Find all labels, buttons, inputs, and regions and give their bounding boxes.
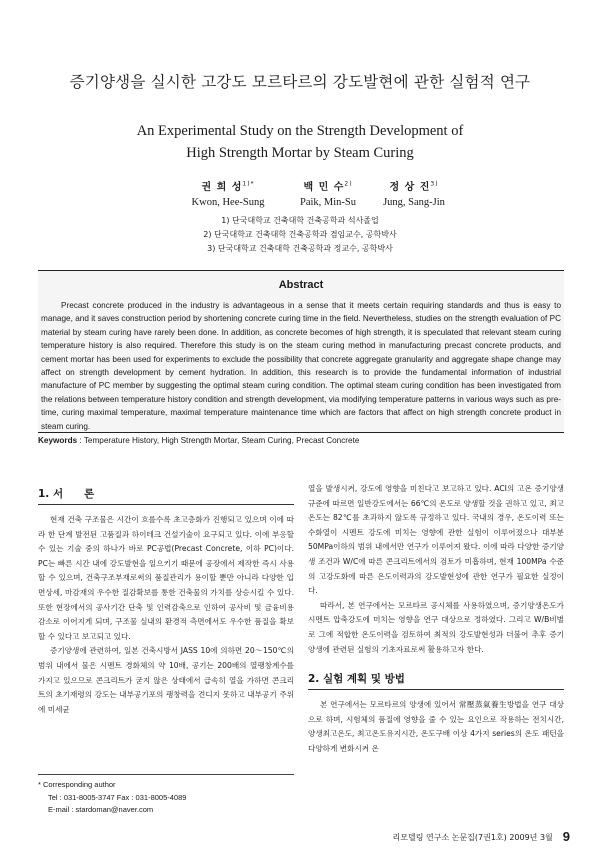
keywords [38, 436, 564, 445]
page-number: 9 [562, 829, 570, 844]
section-1-heading: 1. 서 론 [38, 486, 294, 505]
footnote-marker: * Corresponding author [38, 780, 116, 789]
section-1-paragraph-2: 증기양생에 관련하여, 일본 건축시방서 JASS 10에 의하면 20～150℃의 범위 내에서 물은 시멘트 경화체의 약 10배, 공기는 200배의 열팽창계수를 가지고 있으므로 콘크리트가 굳지 않은 상태에서 급속히 열을 가하면 콘크리트의 초기재령의 강도는 내부공기포의 팽창력을 견디지 못하고 내부공기 주위에 미세균 [38, 646, 294, 714]
section-1-paragraph-1: 현재 건축 구조물은 시간이 흐를수록 초고층화가 진행되고 있으며 이에 따라 한 단계 발전된 고품질과 하이테크 건설기술이 요구되고 있다. 이에 부응할 수 있는 기술 중의 하나가 바로 PC공법(Precast Concrete, 이하 PC)이다. PC는 빠른 시간 내에 강도발현을 일으키기 때문에 공장에서 제작한 즉시 사용할 수 있으며, 건축구조부재로써의 품질관리가 용이할 뿐만 아니라 다양한 입면상세, 마감재의 우수한 질감확보를 통한 건축물의 가치를 상승시킬 수 있다. 또한 현장에서의 공사기간 단축 및 인력감축으로 인하여 공사비 및 금융비용 감소로 이어지게 되며, 구조물 실내의 환경적 측면에서도 우수한 품질을 확보할 수 있다고 보고되고 있다. [38, 515, 294, 641]
section-2-heading: 2. 실험 계획 및 방법 [308, 671, 564, 690]
affiliation-1: 1) 단국대학교 건축대학 건축공학과 석사졸업 [221, 216, 379, 225]
paper-title-english [0, 120, 600, 164]
keywords-label: Keywords [38, 436, 78, 445]
affiliations [0, 214, 600, 256]
author-1-name-ko: 권 희 성 [201, 182, 243, 193]
abstract-section [38, 270, 564, 433]
keywords-text: : Temperature History, High Strength Mortar, Steam Curing, Precast Concrete [77, 436, 360, 445]
author-2-affil-mark: 2) [344, 180, 353, 188]
corresponding-author-footnote [38, 774, 294, 817]
paper-title-korean: 증기양생을 실시한 고강도 모르타르의 강도발현에 관한 실험적 연구 [69, 73, 531, 91]
author-3-affil-mark: 3) [430, 180, 439, 188]
author-1-affil-mark: 1)* [242, 180, 255, 188]
author-2-name-en: Paik, Min-Su [299, 197, 356, 208]
section-2-paragraph-1: 본 연구에서는 모르타르의 양생에 있어서 常壓蒸氣養生방법을 연구 대상으로 하며, 시험체의 품질에 영향을 줄 수 있는 요인으로 작용하는 전치시간, 양생최고온도, 최고온도유지시간, 온도구배 이상 4가지 series의 온도 패턴을 다양하게 변화시켜 온 [308, 700, 564, 753]
abstract-text: Precast concrete produced in the industry is advantageous in a sense that it meets certain requiring standards and thus is easy to manage, and it saves construction period by shortening concrete curing time in the field. Nevertheless, studies on the strength evaluation of PC material by steam curing have rarely been done. In addition, as concrete becomes of high strength, it is speculated that relevant steam curing temperature history is also required. Therefore this study is on the steam curing method in manufacturing precast concrete products, and cement mortar has been used for experiments to exclude the possibility that concrete aggregate granularity and aggregate shape change may affect on strength development by cement hydration. In addition, this research is to provide the fundamental information of industrial manufacture of PC member by suggesting the optimal steam curing condition. The optimal steam curing condition has been investigated from the relations between temperature history condition and strength development, via modifying temperature patterns in various ways such as pre-time, curing maximal temperature, maximal temperature maintenance time which are factors that affect on high strength concrete product in steam curing. [41, 301, 561, 431]
footnote-phone: Tel : 031-8005-3747 Fax : 031-8005-4089 [48, 792, 187, 802]
right-column [308, 486, 564, 757]
author-3-name-ko: 정 상 진 [389, 182, 431, 193]
title-en-line-2: High Strength Mortar by Steam Curing [186, 145, 414, 161]
affiliation-3: 3) 단국대학교 건축대학 건축공학과 정교수, 공학박사 [207, 244, 393, 253]
affiliation-2: 2) 단국대학교 건축대학 건축공학과 겸임교수, 공학박사 [203, 230, 397, 239]
author-1-name-en: Kwon, Hee-Sung [191, 197, 265, 208]
abstract-heading: Abstract [278, 279, 324, 291]
author-3 [344, 178, 484, 208]
footnote-email: E-mail : stardoman@naver.com [48, 805, 154, 814]
journal-citation: 리모델링 연구소 논문집(7권1호) 2009년 3월 [392, 833, 553, 842]
section-1-paragraph-4: 따라서, 본 연구에서는 모르타르 공시체를 사용하였으며, 증기양생온도가 시멘트 압축강도에 미치는 영향을 연구 대상으로 정하였다. 그리고 W/B비별로 그에 적합한 온도이력을 검토하여 최적의 강도발현성과 더불어 추후 증기양생에 관련된 실험의 기초자료로써 활용하고자 한다. [308, 600, 564, 654]
section-1-paragraph-3: 열을 발생시켜, 강도에 영향을 미친다고 보고하고 있다. ACI의 고온 증기양생 규준에 따르면 일반강도에서는 66℃의 온도로 양생할 것을 권하고 있고, 최고온도는 82℃를 초과하지 않도록 규정하고 있다. 국내의 경우, 온도이력 또는 수화열이 시멘트 강도에 미치는 영향에 관한 실험이 이루어졌으나 대부분 50MPa이하의 범위 내에서만 연구가 이루어져 왔다. 이에 따라 다양한 증기양생 조건과 W/C에 따른 콘크리트에서의 검토가 미흡하며, 현재 100MPa 수준의 고강도화에 따른 온도이력과의 강도발현성에 관한 연구가 필요한 실정이다. [308, 484, 564, 596]
title-en-line-1: An Experimental Study on the Strength Development of [136, 123, 464, 139]
page-footer [300, 829, 570, 844]
left-column [38, 486, 294, 717]
author-2-name-ko: 백 민 수 [303, 182, 345, 193]
author-3-name-en: Jung, Sang-Jin [383, 197, 445, 208]
